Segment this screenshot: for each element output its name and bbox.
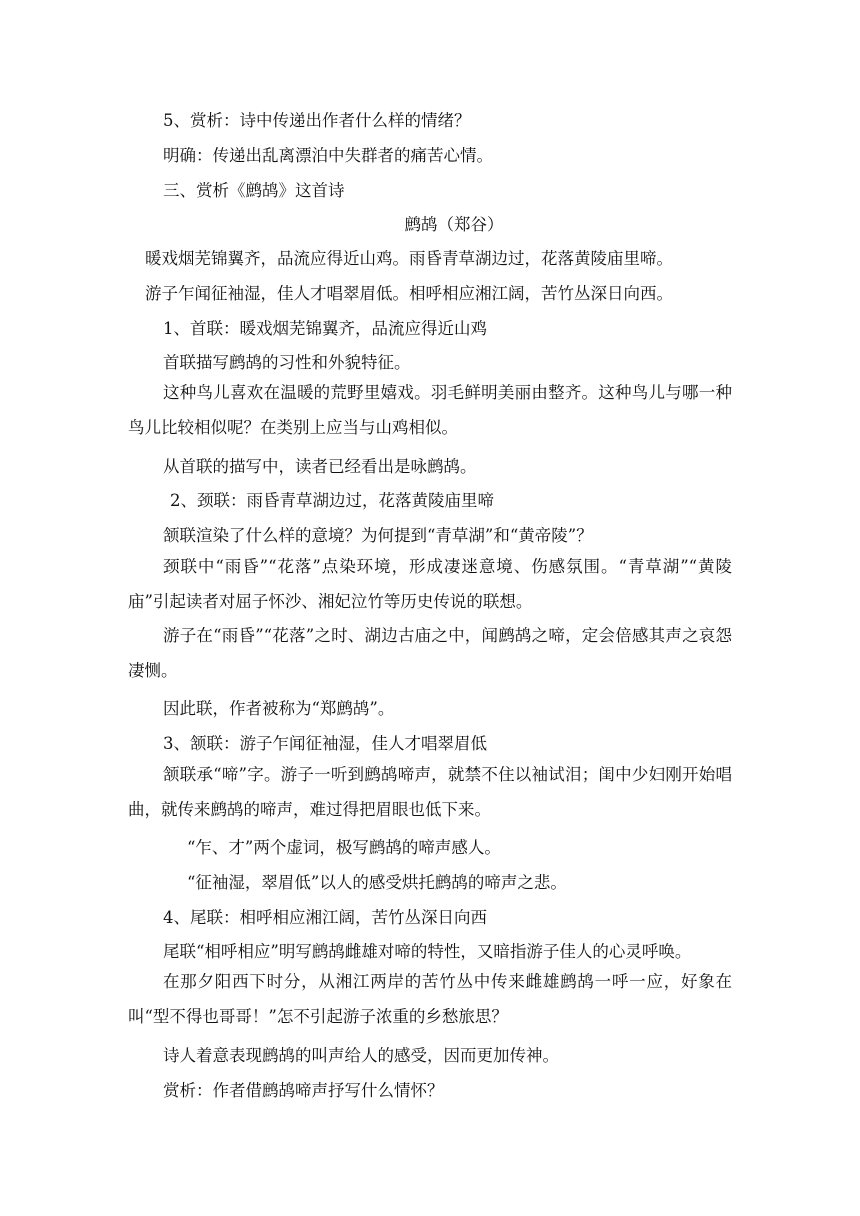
item-3-note-2: “征袖湿，翠眉低”以人的感受烘托鹧鸪的啼声之悲。 xyxy=(187,873,567,892)
item-2-heading: 2、颈联：雨昏青草湖边过，花落黄陵庙里啼 xyxy=(170,491,494,510)
item-1-description: 首联描写鹧鸪的习性和外貌特征。 xyxy=(163,353,411,372)
item-3-heading: 3、颔联：游子乍闻征袖湿，佳人才唱翠眉低 xyxy=(163,734,487,753)
item-4-heading: 4、尾联：相呼相应湘江阔，苦竹丛深日向西 xyxy=(163,908,487,927)
item-4-paragraph-3: 诗人着意表现鹧鸪的叫声给人的感受，因而更加传神。 xyxy=(163,1046,559,1065)
final-question: 赏析：作者借鹧鸪啼声抒写什么情怀？ xyxy=(163,1081,444,1100)
item-3-note-1: “乍、才”两个虚词，极写鹧鸪的啼声感人。 xyxy=(187,838,501,857)
item-1-conclusion: 从首联的描写中，读者已经看出是咏鹧鸪。 xyxy=(163,457,477,476)
item-2-question: 颔联渲染了什么样的意境？为何提到“青草湖”和“黄帝陵”？ xyxy=(163,526,593,545)
item-4-paragraph-2: 在那夕阳西下时分，从湘江两岸的苦竹丛中传来雌雄鹧鸪一呼一应，好象在叫“型不得也哥哥！”怎不引起游子浓重的乡愁旅思？ xyxy=(128,972,732,1026)
item-4-paragraph-1: 尾联“相呼相应”明写鹧鸪雌雄对啼的特性，又暗指游子佳人的心灵呼唤。 xyxy=(163,942,692,961)
poem-line-1: 暖戏烟芜锦翼齐，品流应得近山鸡。雨昏青草湖边过，花落黄陵庙里啼。 xyxy=(145,249,673,268)
item-2-paragraph-1: 颈联中“雨昏”“花落”点染环境，形成凄迷意境、伤感氛围。“青草湖”“黄陵庙”引起读者对屈子怀沙、湘妃泣竹等历史传说的联想。 xyxy=(128,557,732,611)
item-2-paragraph-2: 游子在“雨昏”“花落”之时、湖边古庙之中，闻鹧鸪之啼，定会倍感其声之哀怨凄恻。 xyxy=(128,626,732,680)
item-2-conclusion: 因此联，作者被称为“郑鹧鸪”。 xyxy=(163,699,395,718)
section-heading-3: 三、赏析《鹧鸪》这首诗 xyxy=(163,181,345,200)
item-1-heading: 1、首联：暖戏烟芜锦翼齐，品流应得近山鸡 xyxy=(163,319,487,338)
item-3-paragraph: 颔联承“啼”字。游子一听到鹧鸪啼声，就禁不住以袖试泪；闺中少妇刚开始唱曲，就传来鹧鸪的啼声，难过得把眉眼也低下来。 xyxy=(128,765,732,819)
poem-line-2: 游子乍闻征袖湿，佳人才唱翠眉低。相呼相应湘江阔，苦竹丛深日向西。 xyxy=(145,284,673,303)
item-1-paragraph: 这种鸟儿喜欢在温暖的荒野里嬉戏。羽毛鲜明美丽由整齐。这种鸟儿与哪一种鸟儿比较相似呢？在类别上应当与山鸡相似。 xyxy=(128,383,732,437)
poem-title: 鹧鸪（郑谷） xyxy=(404,215,504,234)
question-5: 5、赏析：诗中传递出作者什么样的情绪？ xyxy=(163,111,471,130)
answer-5: 明确：传递出乱离漂泊中失群者的痛苦心情。 xyxy=(163,146,493,165)
